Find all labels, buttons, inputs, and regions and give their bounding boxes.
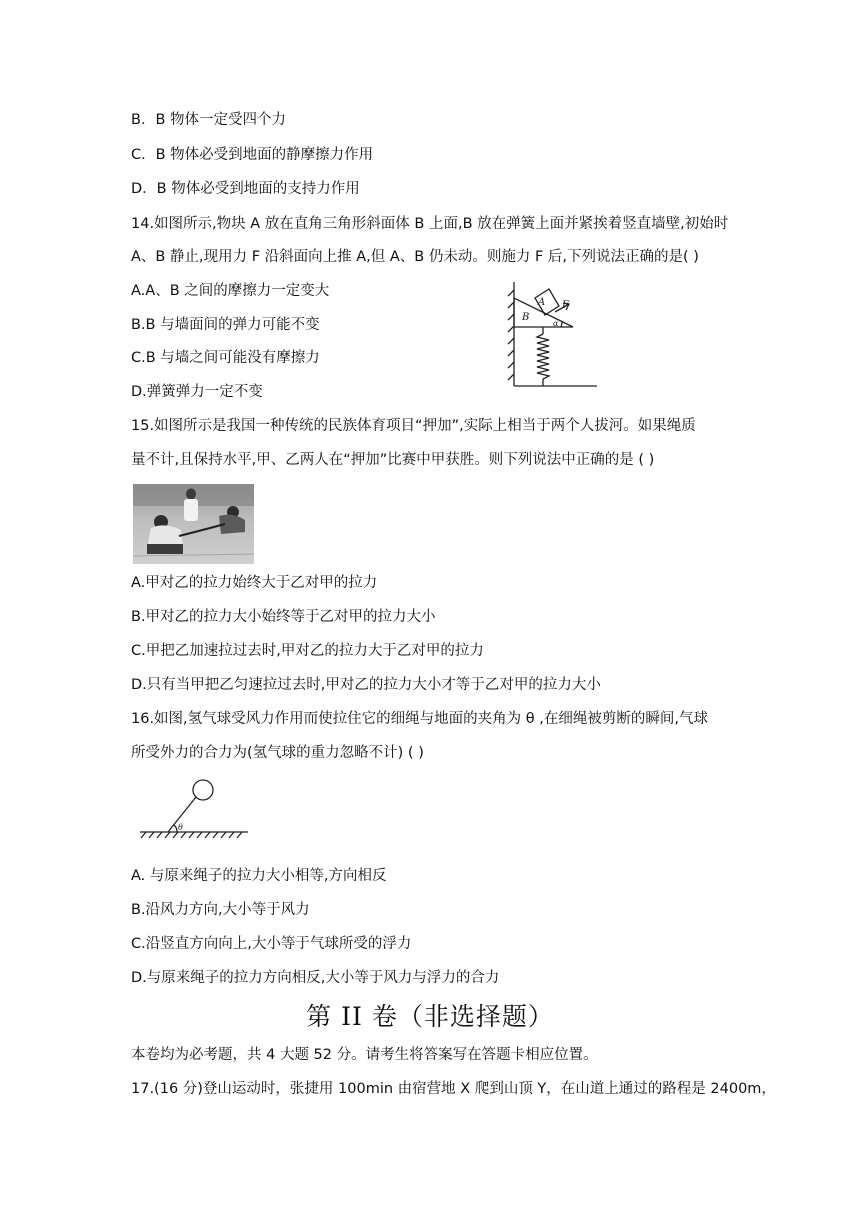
q16-stem-line1: 16.如图,氢气球受风力作用而使拉住它的细绳与地面的夹角为 θ ,在细绳被剪断的瞬间,气球 (131, 711, 708, 727)
q16-option-a: A. 与原来绳子的拉力大小相等,方向相反 (131, 868, 387, 884)
q13-option-d: D．B 物体必受到地面的支持力作用 (131, 181, 360, 197)
q16-option-d: D.与原来绳子的拉力方向相反,大小等于风力与浮力的合力 (131, 970, 500, 986)
q13-option-c: C．B 物体必受到地面的静摩擦力作用 (131, 147, 374, 163)
q14-figure-wedge-spring (505, 280, 600, 392)
q14-label-angle: α (553, 319, 559, 328)
q15-option-c: C.甲把乙加速拉过去时,甲对乙的拉力大于乙对甲的拉力 (131, 643, 484, 659)
q14-option-a: A.A、B 之间的摩擦力一定变大 (131, 283, 330, 299)
q14-stem-line2: A、B 静止,现用力 F 沿斜面向上推 A,但 A、B 仍未动。则施力 F 后,下列说法正确的是( ) (131, 249, 699, 265)
q16-figure-balloon (138, 774, 250, 840)
q13-option-b: B．B 物体一定受四个力 (131, 112, 287, 128)
section-title: 第 II 卷（非选择题） (306, 1002, 554, 1031)
q16-option-b: B.沿风力方向,大小等于风力 (131, 902, 310, 918)
q14-label-a: A (538, 297, 546, 308)
q15-option-d: D.只有当甲把乙匀速拉过去时,甲对乙的拉力大小才等于乙对甲的拉力大小 (131, 677, 601, 693)
q15-option-a: A.甲对乙的拉力始终大于乙对甲的拉力 (131, 575, 378, 591)
q15-option-b: B.甲对乙的拉力大小始终等于乙对甲的拉力大小 (131, 609, 436, 625)
q14-option-c: C.B 与墙之间可能没有摩擦力 (131, 350, 320, 366)
section-intro: 本卷均为必考题，共 4 大题 52 分。请考生将答案写在答题卡相应位置。 (131, 1047, 598, 1063)
q15-stem-line1: 15.如图所示是我国一种传统的民族体育项目“押加”,实际上相当于两个人拔河。如果绳质 (131, 418, 696, 434)
q17-stem-line1: 17.(16 分)登山运动时，张捷用 100min 由宿营地 X 爬到山顶 Y，在山道上通过的路程是 2400m， (131, 1081, 776, 1097)
q16-option-c: C.沿竖直方向向上,大小等于气球所受的浮力 (131, 936, 412, 952)
q14-label-b: B (522, 312, 530, 323)
q14-option-b: B.B 与墙面间的弹力可能不变 (131, 317, 320, 333)
q14-stem-line1: 14.如图所示,物块 A 放在直角三角形斜面体 B 上面,B 放在弹簧上面并紧挨着竖直墙壁,初始时 (131, 216, 729, 232)
q14-label-f: F (562, 300, 569, 311)
q16-stem-line2: 所受外力的合力为(氢气球的重力忽略不计) ( ) (131, 745, 424, 761)
q15-stem-line2: 量不计,且保持水平,甲、乙两人在“押加”比赛中甲获胜。则下列说法中正确的是 ( ) (131, 452, 655, 468)
q15-photo-tug-of-war (133, 484, 254, 564)
q16-label-angle: θ (178, 823, 183, 832)
q14-option-d: D.弹簧弹力一定不变 (131, 384, 263, 400)
